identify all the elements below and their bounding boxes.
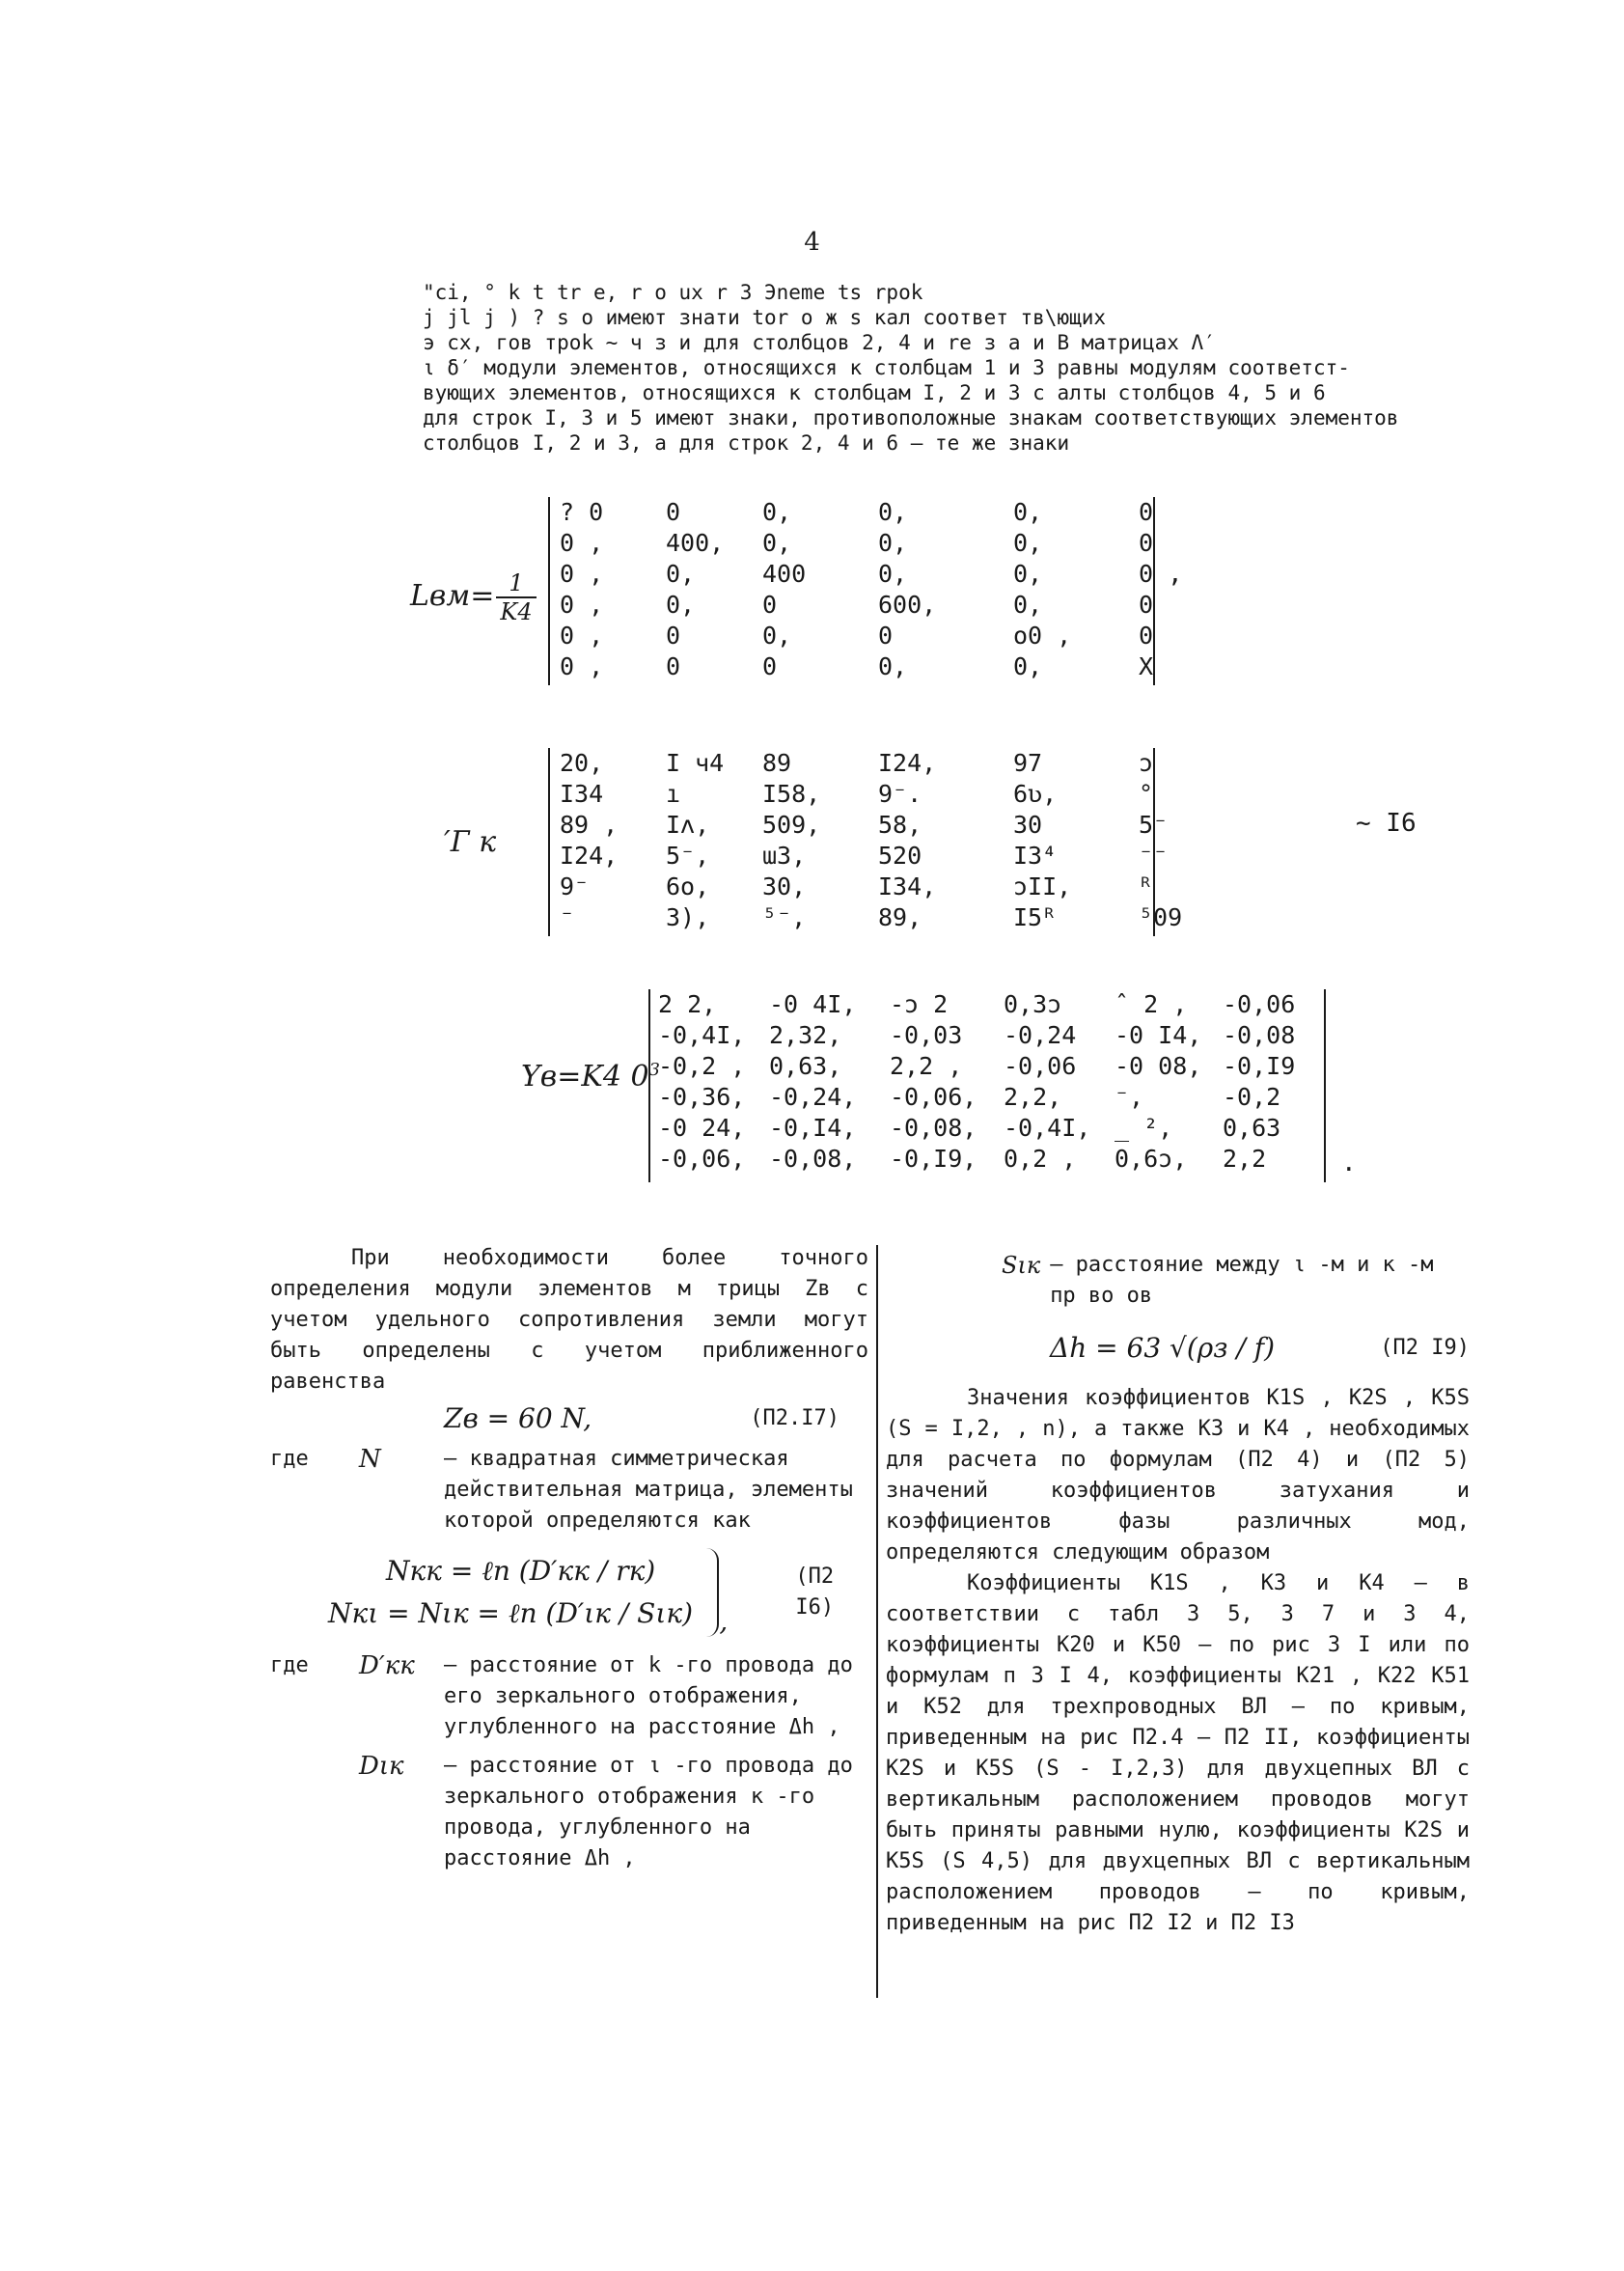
matrix-cell: 2,2 , (890, 1052, 963, 1080)
intro-line: j jl j ) ? s o имеют знати tor o ж s кал соответ тв\ющих (423, 306, 1107, 329)
intro-line: столбцов I, 2 и 3, а для строк 2, 4 и 6 – те же знаки (423, 431, 1070, 455)
equation-17 (270, 1403, 868, 1434)
left-column (270, 1243, 868, 1874)
where-dik (270, 1751, 868, 1874)
matrix1-right-bracket (1153, 497, 1155, 685)
matrix-cell: 0, (1013, 591, 1043, 619)
matrix-cell: 0 (762, 591, 778, 619)
matrix-cell: 0, (762, 529, 792, 557)
matrix-cell: ᴿ (1139, 872, 1154, 900)
where-label: где (270, 1447, 309, 1471)
right-column (886, 1250, 1470, 1939)
matrix-cell: 97 (1013, 749, 1043, 777)
fraction-denominator: K4 (500, 598, 533, 625)
matrix-cell: ⁻, (1115, 1083, 1144, 1111)
matrix1-left-bracket (548, 497, 550, 685)
intro-line: ι δ′ модули элементов, относящихся к столбцам 1 и 3 равны модулям соответст- (423, 356, 1350, 379)
matrix-cell: ⁵09 (1139, 903, 1183, 931)
matrix1-fraction (496, 569, 536, 625)
s-symbol: Sιк (1002, 1252, 1041, 1279)
matrix-cell: 600, (878, 591, 937, 619)
matrix-cell: -0,06, (890, 1083, 977, 1111)
matrix3-grid (658, 989, 1314, 1175)
matrix-cell: 0 (1139, 529, 1154, 557)
matrix-cell: 0, (878, 498, 908, 526)
where-description: – расстояние от k -го провода до его зеркального отображения, углубленного на расстояние Δh , (444, 1653, 853, 1739)
matrix-cell: ɔII, (1013, 872, 1072, 900)
matrix-cell: 0, (1013, 560, 1043, 588)
right-paragraph-2: Коэффициенты K1S , K3 и K4 – в соответствии с табл 3 5, 3 7 и 3 4, коэффициенты K20 и K50 – по рис 3 I или по формулам п 3 I 4, коэффициенты K21 , K22 K51 и K52 для трехпроводных ВЛ – по кривым, приведенным на рис П2.4 – П2 II, коэффициенты K2S и K5S (S - I,2,3) для двухцепных ВЛ с вертикальным расположением проводов могут быть приняты равными нулю, коэффициенты K2S и K5S (S 4,5) для двухцепных ВЛ с вертикальным расположением проводов – по кривым, приведенным на рис П2 I2 и П2 I3 (886, 1571, 1470, 1935)
matrix-cell: 400, (666, 529, 725, 557)
where-dkk (270, 1650, 868, 1743)
matrix-cell: -0,08, (769, 1145, 857, 1173)
column-divider (876, 1245, 878, 1998)
matrix-cell: -0,08 (1223, 1021, 1296, 1049)
matrix-cell: ? 0 (560, 498, 604, 526)
matrix-cell: ⁻ (560, 903, 575, 931)
matrix-cell: -0,03 (890, 1021, 963, 1049)
matrix-cell: -0,24, (769, 1083, 857, 1111)
matrix-cell: -0,I9, (890, 1145, 977, 1173)
matrix2-left-bracket (548, 748, 550, 936)
where-symbol: N (359, 1445, 381, 1474)
matrix-cell: -0,06 (1004, 1052, 1077, 1080)
matrix-cell: 0, (1013, 652, 1043, 680)
page-number: 4 (804, 228, 820, 257)
matrix-cell: -0,08, (890, 1114, 977, 1142)
matrix-cell: 0, (878, 560, 908, 588)
matrix1-grid (560, 497, 1158, 682)
intro-paragraph (423, 280, 1474, 456)
matrix-cell: 0 (666, 652, 681, 680)
matrix-cell: 58, (878, 811, 922, 839)
matrix-cell: X (1139, 652, 1154, 680)
matrix-cell: ⁵⁻, (762, 903, 807, 931)
matrix-cell: 0, (1013, 529, 1043, 557)
matrix3-symbol: Yв=K4 0 (521, 1060, 649, 1094)
fraction-numerator: 1 (496, 569, 536, 598)
matrix-cell: 0, (762, 498, 792, 526)
equation-16-brace (706, 1548, 719, 1637)
matrix-cell: o0 , (1013, 622, 1072, 650)
matrix-cell: 20, (560, 749, 604, 777)
matrix-cell: 89 , (560, 811, 619, 839)
equation-16 (270, 1548, 868, 1637)
matrix-cell: 0 (1139, 591, 1154, 619)
matrix-cell: 2,2 (1223, 1145, 1267, 1173)
matrix-cell: ı (666, 780, 681, 808)
matrix-cell: I ч4 (666, 749, 725, 777)
matrix-cell: 0 , (560, 591, 604, 619)
intro-line: "ci, ° k t tr e, r o ux r 3 Эneme ts rpok (423, 281, 923, 304)
matrix-cell: 0 , (560, 560, 604, 588)
matrix-cell: 0,63 (1223, 1114, 1281, 1142)
matrix-cell: 0, (762, 622, 792, 650)
matrix3-suffix: . (1341, 1149, 1357, 1177)
matrix-cell: 9⁻ (560, 872, 590, 900)
matrix-cell: 2,32, (769, 1021, 842, 1049)
left-paragraph-1: При необходимости более точного определения модули элементов м трицы Zв с учетом удельного сопротивления земли могут быть определены с учетом приближенного равенства (270, 1246, 868, 1394)
matrix-cell: -0,06, (658, 1145, 746, 1173)
matrix-cell: I34, (878, 872, 937, 900)
matrix-cell: 5⁻, (666, 842, 710, 870)
matrix1-label (410, 569, 537, 625)
intro-line: для строк I, 3 и 5 имеют знаки, противоположные знакам соответствующих элементов (423, 406, 1399, 429)
matrix-cell: 30 (1013, 811, 1043, 839)
matrix-cell: -0,06 (1223, 990, 1296, 1018)
matrix-cell: ɔ (1139, 749, 1154, 777)
matrix-cell: 0, (878, 652, 908, 680)
matrix-cell: 2,2, (1004, 1083, 1062, 1111)
matrix2-right-bracket (1153, 748, 1155, 936)
equation-17-formula: Zв = 60 N, (444, 1402, 592, 1434)
matrix-cell: 89 (762, 749, 792, 777)
equation-16-lines (328, 1550, 693, 1635)
s-description: – расстояние между ι -м и к -м пр во ов (1050, 1253, 1434, 1308)
matrix-cell: 0 , (560, 622, 604, 650)
matrix-cell: I58, (762, 780, 821, 808)
matrix-cell: 520 (878, 842, 922, 870)
equation-17-ref: (П2.I7) (750, 1406, 840, 1430)
matrix-cell: -0,24 (1004, 1021, 1077, 1049)
equation-19 (886, 1333, 1470, 1364)
matrix-cell: 0 (666, 498, 681, 526)
where-n (270, 1444, 868, 1537)
matrix-cell: _ ², (1115, 1114, 1173, 1142)
matrix-cell: 0 (1139, 560, 1154, 588)
matrix-cell: 0 (878, 622, 894, 650)
matrix3-left-bracket (648, 989, 650, 1182)
matrix-cell: 2 2, (658, 990, 717, 1018)
matrix-cell: 0 , (560, 529, 604, 557)
where-symbol: Dιк (359, 1752, 404, 1781)
matrix-cell: I24, (878, 749, 937, 777)
matrix-cell: I3⁴ (1013, 842, 1058, 870)
matrix2-suffix: ~ I6 (1356, 809, 1417, 838)
matrix-cell: ⁻⁻ (1139, 842, 1169, 870)
matrix-cell: 0 (1139, 498, 1154, 526)
matrix-cell: -0 08, (1115, 1052, 1202, 1080)
matrix-cell: 0,6ɔ, (1115, 1145, 1188, 1173)
matrix-cell: -0,36, (658, 1083, 746, 1111)
matrix-cell: 30, (762, 872, 807, 900)
intro-line: вующих элементов, относящихся к столбцам I, 2 и 3 с алты столбцов 4, 5 и 6 (423, 381, 1326, 404)
matrix-cell: -0,2 (1223, 1083, 1281, 1111)
matrix-cell: 5⁻ (1139, 811, 1169, 839)
matrix-cell: 89, (878, 903, 922, 931)
matrix-cell: 400 (762, 560, 807, 588)
matrix-cell: 0,3ɔ (1004, 990, 1062, 1018)
matrix3-label (521, 1060, 660, 1094)
matrix-cell: I34 (560, 780, 604, 808)
s-definition (886, 1250, 1470, 1312)
matrix-cell: 0,63, (769, 1052, 842, 1080)
equation-16-comma: , (719, 1605, 729, 1637)
matrix-cell: 0 (762, 652, 778, 680)
matrix-cell: -0,4I, (658, 1021, 746, 1049)
matrix-cell: -0,I4, (769, 1114, 857, 1142)
matrix-cell: I5ᴿ (1013, 903, 1058, 931)
matrix-cell: 0 , (560, 652, 604, 680)
matrix-cell: 0, (878, 529, 908, 557)
matrix-cell: 0, (666, 560, 696, 588)
matrix1-suffix: , (1168, 560, 1183, 589)
where-label: где (270, 1653, 309, 1677)
matrix3-right-bracket (1324, 989, 1326, 1182)
equation-16-ref: (П2 I6) (795, 1565, 835, 1620)
where-description: – квадратная симметрическая действительная матрица, элементы которой определяются как (444, 1447, 853, 1533)
matrix3-exponent: 3 (648, 1060, 660, 1080)
matrix-cell: 0 (666, 622, 681, 650)
matrix-cell: 509, (762, 811, 821, 839)
matrix-cell: 0 (1139, 622, 1154, 650)
equation-16-line-b: Nкι = Nιк = ℓn (D′ιк / Sιк) (328, 1597, 693, 1629)
matrix-cell: 9⁻. (878, 780, 922, 808)
matrix-cell: Iʌ, (666, 811, 710, 839)
matrix-cell: 6ʋ, (1013, 780, 1058, 808)
matrix-cell: -0 I4, (1115, 1021, 1202, 1049)
where-symbol: D′кк (359, 1651, 415, 1680)
matrix2-label: ′Г к (444, 825, 497, 859)
matrix-cell: -0,4I, (1004, 1114, 1091, 1142)
matrix-cell: -0,2 , (658, 1052, 746, 1080)
matrix-cell: ɯ3, (762, 842, 807, 870)
matrix1-symbol: Lвм= (410, 579, 495, 613)
matrix-cell: I24, (560, 842, 619, 870)
matrix-cell: 0, (1013, 498, 1043, 526)
matrix2-grid (560, 748, 1183, 933)
matrix-cell: -0,I9 (1223, 1052, 1296, 1080)
matrix-cell: 6o, (666, 872, 710, 900)
matrix-cell: 3), (666, 903, 710, 931)
where-description: – расстояние от ι -го провода до зеркального отображения к -го провода, углубленного на расстояние Δh , (444, 1754, 853, 1870)
matrix-cell: ˆ 2 , (1115, 990, 1188, 1018)
matrix-cell: -0 4I, (769, 990, 857, 1018)
matrix-cell: -ɔ 2 (890, 990, 949, 1018)
matrix-cell: 0,2 , (1004, 1145, 1077, 1173)
matrix-cell: -0 24, (658, 1114, 746, 1142)
matrix-cell: ° (1139, 780, 1154, 808)
equation-19-ref: (П2 I9) (1380, 1336, 1470, 1360)
right-paragraph-1: Значения коэффициентов K1S , K2S , K5S (S = I,2, , n), а также K3 и K4 , необходимых для расчета по формулам (П2 4) и (П2 5) значений коэффициентов затухания и коэффициентов фазы различных мод, определяются следующим образом (886, 1386, 1470, 1565)
matrix-cell: 0, (666, 591, 696, 619)
equation-19-formula: Δh = 63 √(ρз / f) (1050, 1332, 1276, 1364)
equation-16-line-a: Nкк = ℓn (D′кк / rк) (386, 1555, 656, 1587)
intro-line: э сх, гов троk ~ ч з и для столбцов 2, 4 и re з a и В матрицах Λ′ (423, 331, 1216, 354)
